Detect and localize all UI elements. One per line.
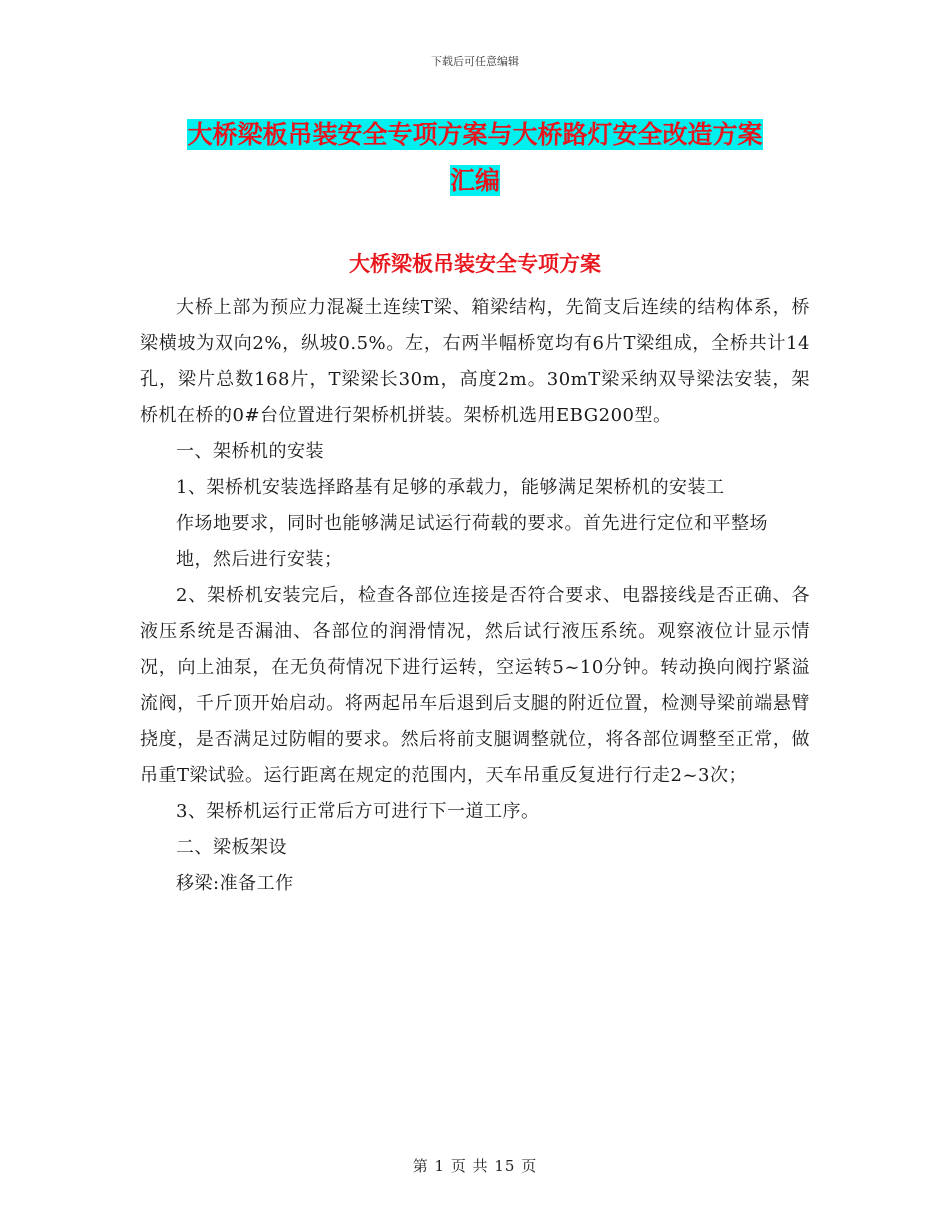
paragraph: 二、梁板架设: [176, 837, 287, 858]
paragraph: 1、架桥机安装选择路基有足够的承载力，能够满足架桥机的安装工: [176, 477, 725, 498]
page-footer: 第 1 页 共 15 页: [412, 1157, 538, 1175]
title-line-1: 大桥梁板吊装安全专项方案与大桥路灯安全改造方案: [187, 120, 763, 149]
document-body: [140, 290, 810, 902]
paragraph: 地，然后进行安装；: [176, 549, 343, 570]
section-title: 大桥梁板吊装安全专项方案: [349, 251, 601, 276]
document-title: [140, 112, 810, 204]
paragraph: 作场地要求，同时也能够满足试运行荷载的要求。首先进行定位和平整场: [176, 513, 768, 534]
paragraph: 3、架桥机运行正常后方可进行下一道工序。: [176, 801, 540, 822]
header-note: 下载后可任意编辑: [431, 55, 519, 68]
paragraph: 2、架桥机安装完后，检查各部位连接是否符合要求、电器接线是否正确、各液压系统是否漏油、各部位的润滑情况，然后试行液压系统。观察液位计显示情况，向上油泵，在无负荷情况下进行运转，空运转5~10分钟。转动换向阀拧紧溢流阀，千斤顶开始启动。将两起吊车后退到后支腿的附近位置，检测导梁前端悬臂挠度，是否满足过防帽的要求。然后将前支腿调整就位，将各部位调整至正常，做吊重T梁试验。运行距离在规定的范围内，天车吊重反复进行行走2~3次；: [140, 585, 810, 786]
paragraph: 移梁:准备工作: [176, 873, 294, 894]
paragraph: 一、架桥机的安装: [176, 441, 324, 462]
paragraph: 大桥上部为预应力混凝土连续T梁、箱梁结构，先简支后连续的结构体系，桥梁横坡为双向2%，纵坡0.5%。左，右两半幅桥宽均有6片T梁组成，全桥共计14孔，梁片总数168片，T梁梁长30m，高度2m。30mT梁采纳双导梁法安装，架桥机在桥的0#台位置进行架桥机拼装。架桥机选用EBG200型。: [140, 297, 810, 426]
title-line-2: 汇编: [449, 166, 500, 195]
